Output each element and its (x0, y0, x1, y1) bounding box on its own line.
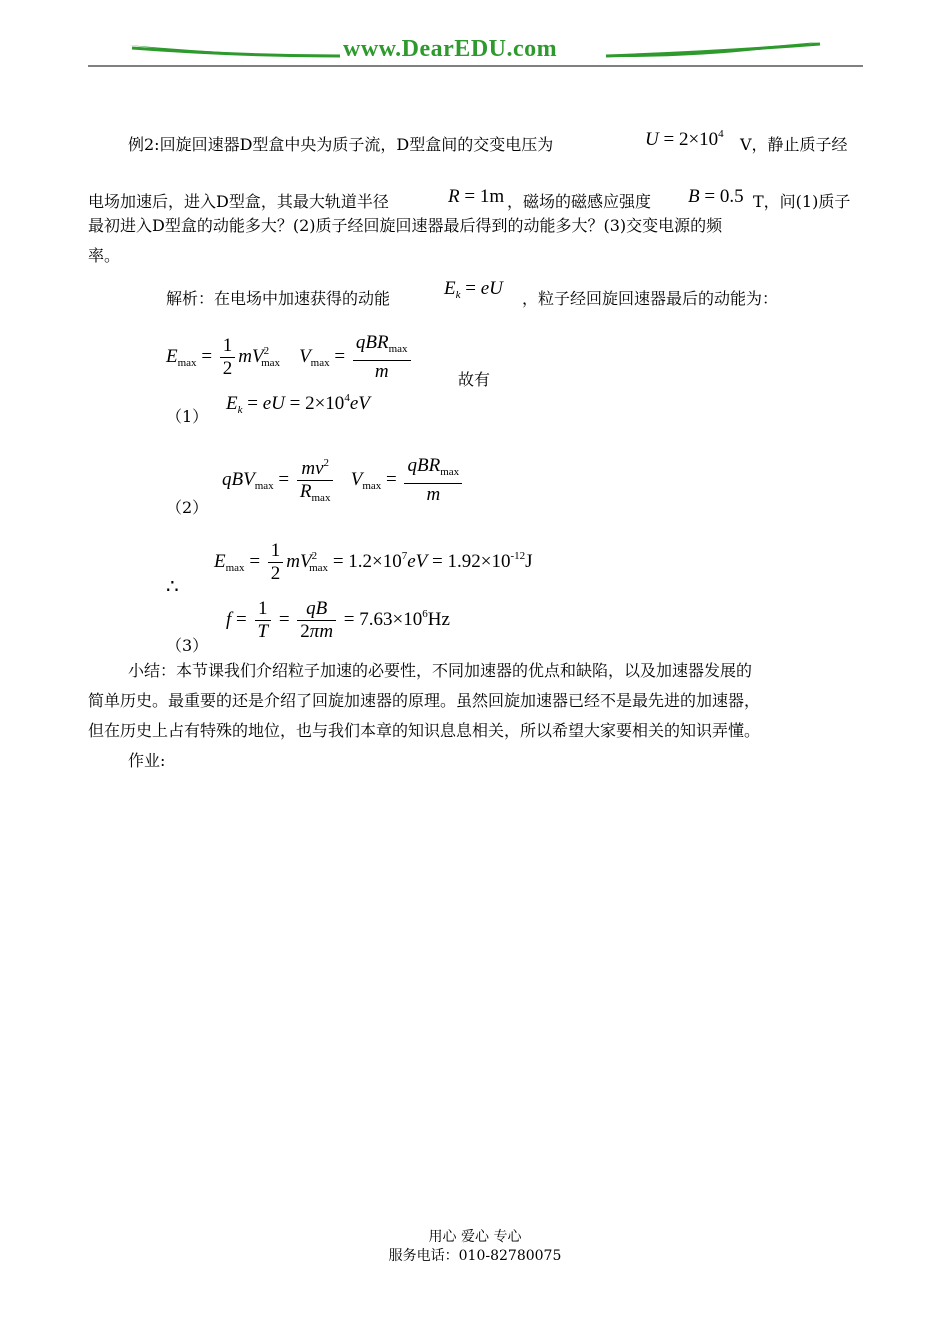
example-text-1a: 例2:回旋回速器D型盒中央为质子流，D型盒间的交变电压为 (128, 135, 554, 154)
example-line-3: 最初进入D型盒的动能多大？(2)质子经回旋回速器最后得到的动能多大？(3)交变电源的频 (88, 216, 723, 235)
example-line-1 (128, 135, 553, 155)
example-line-2 (88, 192, 389, 212)
footer-phone: 服务电话：010-82780075 (388, 1248, 562, 1264)
formula-voltage: $U = 2\times 10^4$ (645, 128, 724, 150)
example-line-2b (507, 192, 651, 212)
formula-part2: qBV$_{max}$ = $\frac{mv^2}{R_{max}}$ $V_{max}$ = $\frac{qBR_{max}}{m}$ (222, 452, 465, 509)
label-part1: （1） (166, 407, 209, 426)
formula-field: B = 0.5 (688, 186, 744, 207)
summary-line-3: 但在历史上占有特殊的地位，也与我们本章的知识息息相关，所以希望大家要相关的知识弄懂。 (88, 721, 761, 740)
summary-line-2: 简单历史。最重要的还是介绍了回旋加速器的原理。虽然回旋加速器已经不是最先进的加速器， (88, 691, 761, 710)
footer (0, 1228, 950, 1266)
label-part2: （2） (166, 498, 209, 517)
formula-part3: f = $\frac{1}{T}$ = $\frac{qB}{2\pi m}$ = $7.63\times 10^6Hz$ (226, 598, 450, 642)
example-line-1b (740, 135, 848, 155)
solution-intro-a: 解析：在电场中加速获得的动能 (166, 289, 391, 308)
example-line-4: 率。 (88, 246, 121, 265)
solution-intro (166, 289, 390, 309)
site-logo-text: www.DearEDU.com (343, 36, 558, 62)
formula-emax-result: $E_{max}$ = $\frac{1}{2}$ $mV^2_{max} = 1.2\times 10^7eV = 1.92\times 10^{-12}J$ (214, 540, 533, 584)
header-banner (88, 30, 863, 70)
example-text-2b: ，磁场的磁感应强度 (507, 192, 652, 211)
footer-slogan: 用心 爱心 专心 (428, 1229, 522, 1245)
formula-ek-eu: $E_k$ = eU (444, 278, 503, 301)
solution-intro-b: ，粒子经回旋回速器最后的动能为： (522, 289, 779, 308)
homework-label: 作业: (128, 751, 166, 770)
formula-radius: R = 1m (448, 186, 505, 207)
summary-line-1: 小结：本节课我们介绍粒子加速的必要性，不同加速器的优点和缺陷，以及加速器发展的 (128, 661, 753, 680)
example-text-1b: V，静止质子经 (740, 135, 848, 154)
guyou-text: 故有 (458, 370, 491, 389)
example-text-2a: 电场加速后，进入D型盒，其最大轨道半径 (88, 192, 389, 211)
example-text-2c: T，问(1)质子 (753, 192, 851, 211)
label-part3: （3） (166, 636, 209, 655)
therefore-symbol: ∴ (166, 574, 179, 598)
formula-emax-vmax: $E_{max}$ = $\frac{1}{2}$ $mV^2_{max}$ $V_{max}$ = $\frac{qBR_{max}}{m}$ (166, 332, 414, 383)
formula-part1: $E_k$ = eU = $2\times 10^4eV$ (226, 392, 370, 416)
example-line-2c (753, 192, 850, 212)
solution-intro-b-line (522, 289, 778, 309)
